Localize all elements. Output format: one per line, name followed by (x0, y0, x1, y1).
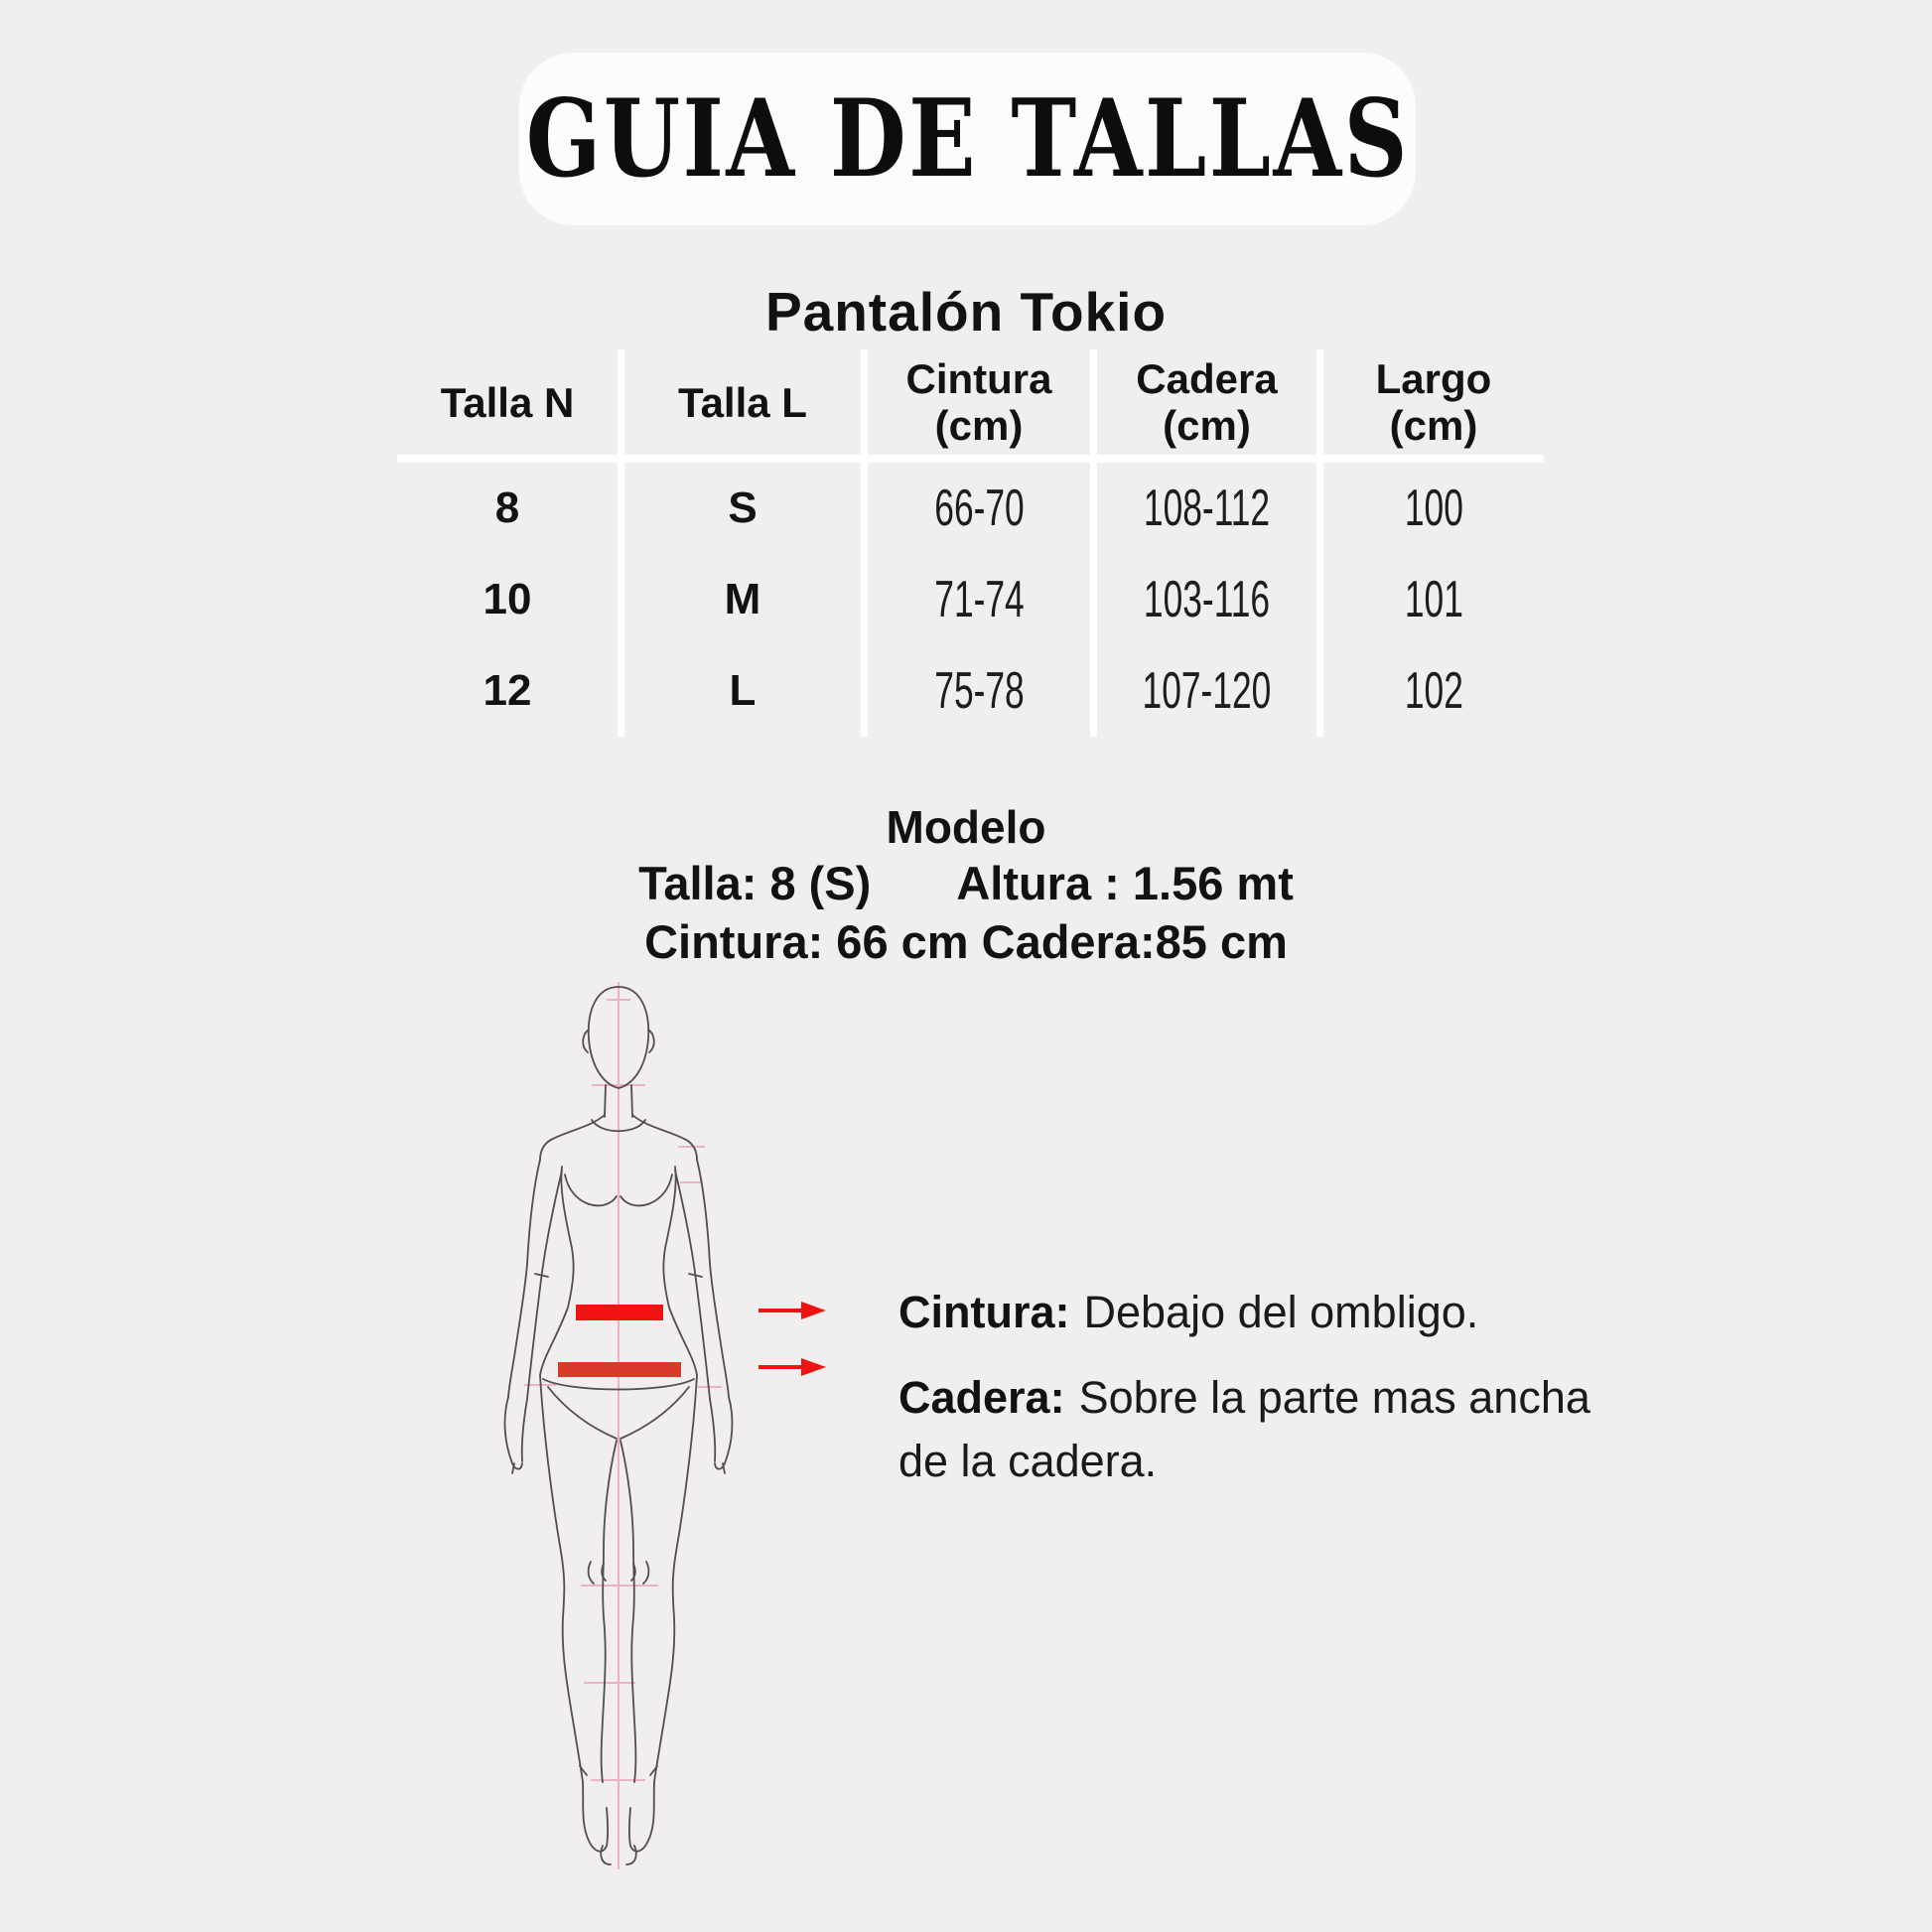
measurement-notes (898, 1281, 1593, 1493)
waist-note-text: Debajo del ombligo. (1083, 1287, 1479, 1337)
hip-note-text: Sobre la parte mas ancha de la cadera. (898, 1372, 1590, 1486)
table-cell-size-n (397, 554, 624, 645)
hip-highlight-bar (558, 1362, 681, 1377)
waist-note-label: Cintura: (898, 1287, 1070, 1337)
table-cell-largo (1323, 463, 1544, 554)
table-cell-size-l (624, 554, 868, 645)
cell-value: 8 (494, 483, 520, 532)
cell-value: 101 (1404, 571, 1463, 628)
model-size: Talla: 8 (S) (638, 857, 872, 909)
table-cell-largo (1323, 554, 1544, 645)
waist-arrow-icon (757, 1299, 826, 1322)
column-header-label: Talla N (440, 378, 575, 426)
table-cell-cadera (1097, 645, 1323, 737)
hip-note-label: Cadera: (898, 1372, 1065, 1423)
product-title: Pantalón Tokio (764, 281, 1168, 343)
cell-value: S (728, 483, 758, 532)
table-cell-size-n (397, 463, 624, 554)
cell-value: M (724, 575, 761, 623)
cell-value: 108-112 (1143, 480, 1271, 537)
column-header-label: Largo (1375, 355, 1492, 402)
table-cell-cintura (868, 463, 1097, 554)
waist-highlight-bar (576, 1305, 663, 1320)
model-info (0, 800, 1932, 971)
hip-arrow-icon (757, 1355, 826, 1379)
cell-value: 107-120 (1142, 662, 1272, 720)
hip-note (898, 1366, 1593, 1493)
table-cell-size-l (624, 463, 868, 554)
model-size-height-line (0, 854, 1932, 912)
column-header-label: Cadera (1136, 355, 1278, 402)
female-body-outline-sketch (452, 978, 785, 1876)
column-header-talla-l (624, 349, 868, 463)
model-height: Altura : 1.56 mt (956, 857, 1294, 909)
column-header-unit: (cm) (1389, 402, 1478, 449)
table-cell-cadera (1097, 554, 1323, 645)
model-heading: Modelo (886, 801, 1046, 853)
cell-value: 100 (1404, 480, 1463, 537)
column-header-unit: (cm) (1163, 402, 1251, 449)
cell-value: L (729, 666, 757, 715)
page-title: GUIA DE TALLAS (525, 76, 1410, 202)
column-header-label: Cintura (905, 355, 1052, 402)
size-table (397, 349, 1544, 737)
cell-value: 71-74 (933, 571, 1025, 628)
column-header-largo (1323, 349, 1544, 463)
model-measures: Cintura: 66 cm Cadera:85 cm (644, 915, 1288, 968)
table-cell-cadera (1097, 463, 1323, 554)
title-card (519, 53, 1416, 225)
cell-value: 12 (483, 666, 532, 715)
cell-value: 103-116 (1143, 571, 1271, 628)
cell-value: 66-70 (933, 480, 1025, 537)
column-header-talla-n (397, 349, 624, 463)
column-header-cadera (1097, 349, 1323, 463)
waist-note (898, 1281, 1593, 1344)
column-header-unit: (cm) (934, 402, 1024, 449)
table-cell-cintura (868, 645, 1097, 737)
cell-value: 10 (483, 575, 532, 623)
column-header-label: Talla L (678, 378, 807, 426)
column-header-cintura (868, 349, 1097, 463)
table-cell-largo (1323, 645, 1544, 737)
body-figure-illustration (452, 978, 785, 1876)
table-cell-size-n (397, 645, 624, 737)
table-cell-cintura (868, 554, 1097, 645)
cell-value: 102 (1404, 662, 1463, 720)
table-cell-size-l (624, 645, 868, 737)
cell-value: 75-78 (933, 662, 1025, 720)
